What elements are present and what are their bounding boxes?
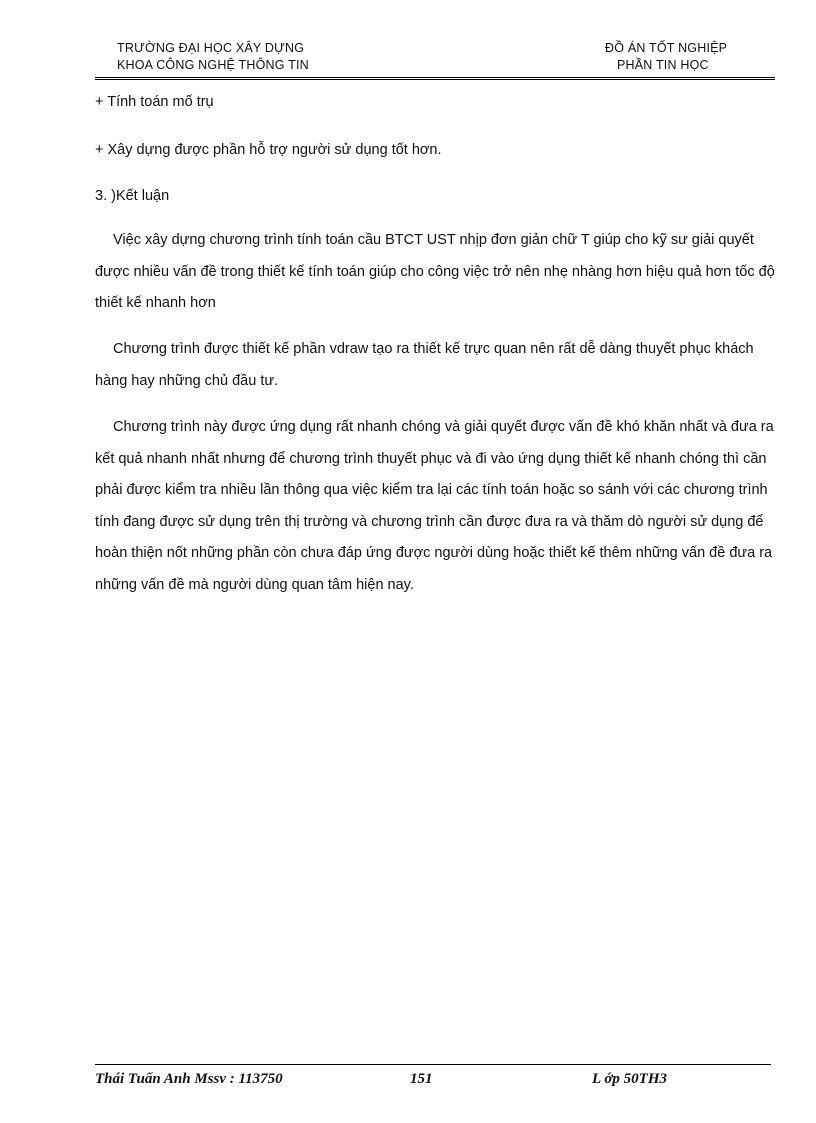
section-heading: 3. )Kết luận [95, 188, 170, 204]
paragraph: Việc xây dựng chương trình tính toán cầu BTCT UST nhịp đơn giản chữ T giúp cho kỹ sư giải quyết được nhiều vấn đề trong thiết kế tính toán giúp cho công việc trở nên nhẹ nhàng hơn hiệu quả hơn tốc độ thiết kế nhanh hơn [95, 232, 775, 311]
footer-class: L ớp 50TH3 [592, 1071, 667, 1087]
faculty-name: KHOA CÔNG NGHỆ THÔNG TIN [117, 58, 309, 72]
paragraph: Chương trình được thiết kế phần vdraw tạo ra thiết kế trực quan nên rất dễ dàng thuyết phục khách hàng hay những chủ đầu tư. [95, 341, 754, 389]
page-number: 151 [410, 1071, 433, 1087]
bullet-item: + Xây dựng được phần hỗ trợ người sử dụng tốt hơn. [95, 142, 442, 158]
university-name: TRƯỜNG ĐẠI HỌC XÂY DỰNG [117, 41, 305, 55]
header-left [117, 40, 309, 74]
footer-author: Thái Tuấn Anh Mssv : 113750 [95, 1071, 283, 1087]
document-title: ĐỒ ÁN TỐT NGHIỆP [605, 41, 728, 55]
document-section: PHẦN TIN HỌC [617, 58, 709, 72]
footer-divider [95, 1064, 771, 1065]
header-right [605, 40, 727, 74]
header-divider [95, 77, 775, 80]
bullet-item: + Tính toán mố trụ [95, 94, 214, 110]
paragraph: Chương trình này được ứng dụng rất nhanh chóng và giải quyết được vấn đề khó khăn nhất và đưa ra kết quả nhanh nhất nhưng để chương trình thuyết phục và đi vào ứng dụng thiết kế nhanh chóng thì cần phải được kiểm tra nhiều lần thông qua việc kiểm tra lại các tính toán hoặc so sánh với các chương trình tính đang được sử dụng trên thị trường và chương trình cần được đưa ra và thăm dò người sử dụng để hoàn thiện nốt những phần còn chưa đáp ứng được người dùng hoặc thiết kế thêm những vấn đề đưa ra những vấn đề mà người dùng quan tâm hiện nay. [95, 419, 774, 593]
